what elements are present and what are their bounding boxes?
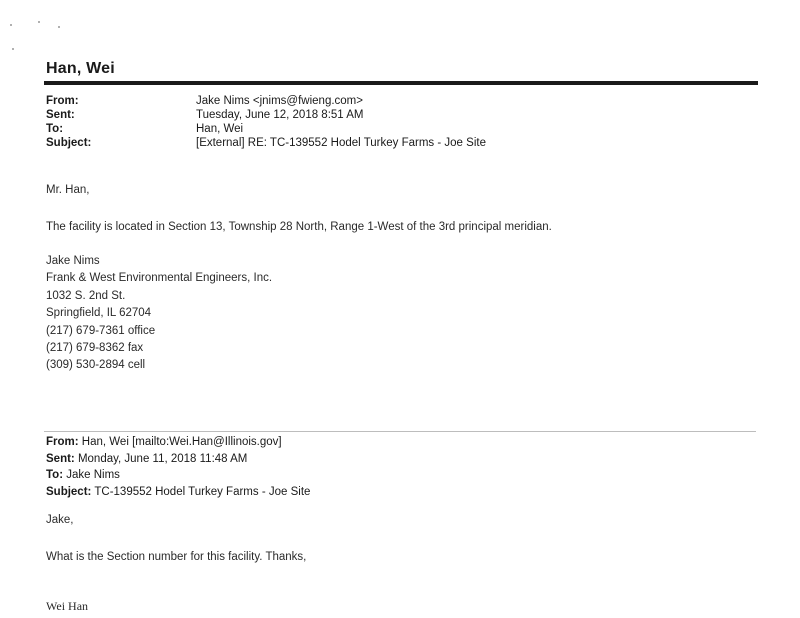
original-subject-label: Subject: (46, 485, 92, 498)
original-to-value: Jake Nims (66, 469, 120, 481)
scan-speck (12, 48, 14, 50)
original-from-value: Han, Wei [mailto:Wei.Han@Illinois.gov] (81, 436, 282, 448)
original-from-row (46, 434, 310, 451)
signature-cell: (309) 530-2894 cell (46, 359, 146, 372)
scan-speck (10, 24, 12, 26)
sent-value: Tuesday, June 12, 2018 8:51 AM (196, 109, 364, 121)
signature-street: 1032 S. 2nd St. (46, 289, 126, 302)
original-to-row (46, 467, 310, 484)
original-subject-value: TC-139552 Hodel Turkey Farms - Joe Site (94, 485, 311, 498)
subject-value: [External] RE: TC-139552 Hodel Turkey Farms - Joe Site (196, 137, 486, 149)
signature-office-phone: (217) 679-7361 office (46, 324, 156, 337)
original-to-label: To: (46, 469, 64, 481)
sender-name-heading: Han, Wei (46, 60, 115, 77)
original-sent-value: Monday, June 11, 2018 11:48 AM (77, 452, 248, 465)
signature-city: Springfield, IL 62704 (46, 307, 152, 320)
original-from-label: From: (46, 436, 79, 448)
signature-block (46, 253, 272, 375)
subject-label: Subject: (46, 137, 92, 149)
reply-message: The facility is located in Section 13, Township 28 North, Range 1-West of the 3rd principal meridian. (46, 221, 552, 233)
original-sent-label: Sent: (46, 452, 75, 465)
signature-name: Jake Nims (46, 255, 100, 267)
signature-company: Frank & West Environmental Engineers, Inc. (46, 272, 273, 285)
header-divider (44, 81, 758, 85)
original-greeting: Jake, (46, 514, 74, 526)
original-closing: Wei Han (46, 599, 89, 613)
header-from-row (46, 94, 486, 108)
header-subject-row (46, 136, 486, 150)
original-subject-row (46, 484, 310, 501)
to-value: Han, Wei (196, 123, 244, 135)
from-value: Jake Nims <jnims@fwieng.com> (196, 95, 363, 107)
original-message-header (46, 434, 310, 500)
sent-label: Sent: (46, 109, 75, 121)
original-message: What is the Section number for this facility. Thanks, (46, 551, 307, 563)
reply-greeting: Mr. Han, (46, 184, 90, 196)
header-sent-row (46, 108, 486, 122)
thread-divider (44, 431, 756, 432)
from-label: From: (46, 95, 79, 107)
header-to-row (46, 122, 486, 136)
email-header (46, 94, 486, 150)
scan-speck (38, 21, 40, 23)
signature-fax: (217) 679-8362 fax (46, 342, 144, 355)
original-sent-row (46, 451, 310, 468)
to-label: To: (46, 123, 64, 135)
scan-speck (58, 26, 60, 28)
